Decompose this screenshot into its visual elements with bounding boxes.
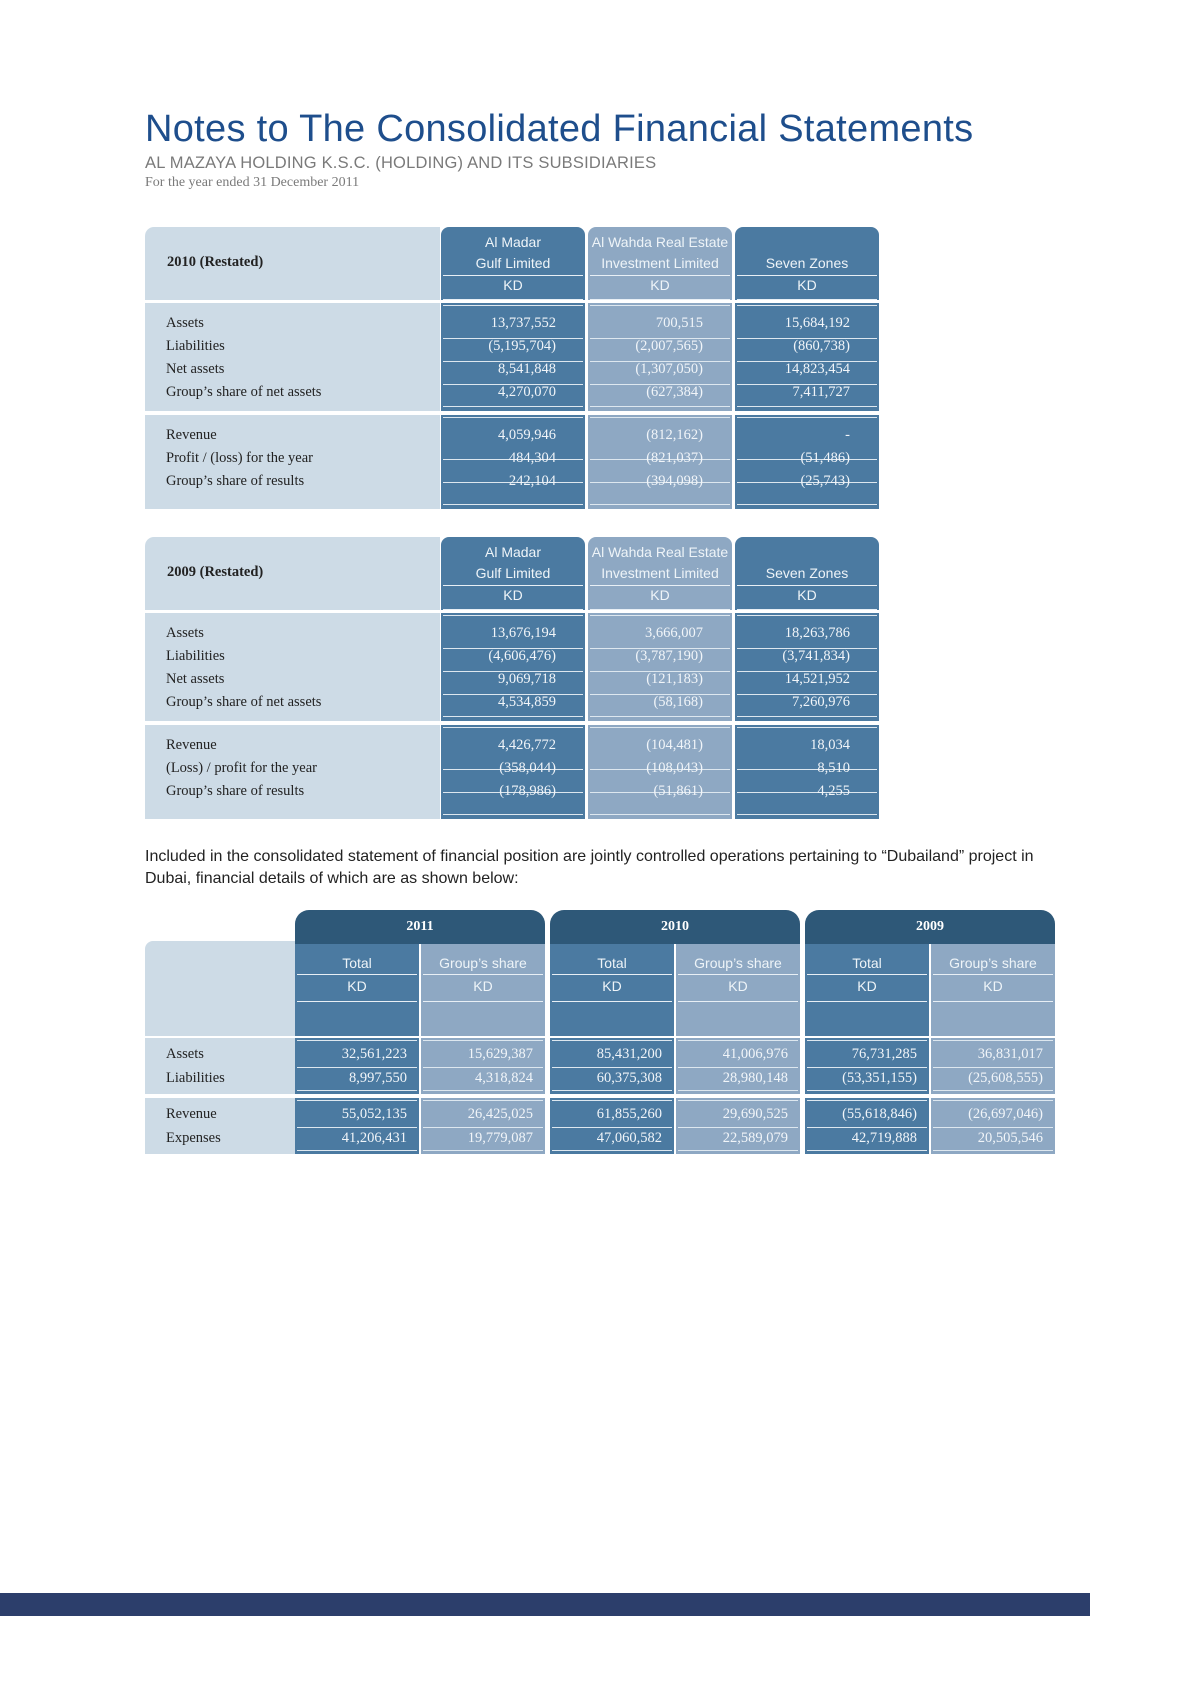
column-header	[441, 227, 585, 300]
value-cell: 3,666,007	[645, 625, 703, 641]
header-rule	[590, 585, 730, 586]
header-rule	[933, 974, 1053, 975]
row-rule	[443, 305, 583, 306]
value-cell: 28,980,148	[722, 1070, 788, 1086]
row-rule	[737, 504, 877, 505]
column-header-line1: Group’s share	[439, 955, 527, 971]
value-cell: (812,162)	[646, 427, 703, 443]
column-header	[676, 944, 800, 1036]
column-header-line2: Investment Limited	[601, 565, 719, 581]
column-header-unit: KD	[347, 978, 367, 994]
value-cell: 22,589,079	[722, 1130, 788, 1146]
row-rule	[590, 504, 730, 505]
value-cell: (394,098)	[646, 473, 703, 489]
value-cell: 32,561,223	[341, 1046, 407, 1062]
row-label: Group’s share of results	[166, 473, 305, 489]
column-header	[735, 227, 879, 300]
value-cell: 8,510	[817, 760, 850, 776]
column-header-unit: KD	[503, 587, 523, 603]
header-rule	[737, 585, 877, 586]
value-cell: -	[845, 427, 850, 443]
row-label: (Loss) / profit for the year	[166, 760, 317, 776]
row-rule	[443, 417, 583, 418]
value-column-panel	[676, 1098, 800, 1154]
value-cell: (26,697,046)	[968, 1106, 1043, 1122]
value-cell: 29,690,525	[722, 1106, 788, 1122]
value-column-panel	[441, 613, 585, 721]
row-rule	[552, 1090, 672, 1091]
column-header-line2: Gulf Limited	[475, 255, 551, 271]
value-column-panel	[588, 613, 732, 721]
row-rule	[737, 615, 877, 616]
value-cell: (627,384)	[646, 384, 703, 400]
value-cell: (5,195,704)	[488, 338, 556, 354]
value-cell: 4,534,859	[498, 694, 556, 710]
value-column-panel	[735, 303, 879, 411]
column-header-unit: KD	[650, 587, 670, 603]
column-header	[295, 944, 419, 1036]
row-rule	[933, 1067, 1053, 1068]
row-rule	[737, 792, 877, 793]
row-rule	[933, 1100, 1053, 1101]
row-rule	[737, 406, 877, 407]
value-column-panel	[295, 1098, 419, 1154]
row-rule	[737, 305, 877, 306]
value-cell: (25,743)	[800, 473, 850, 489]
column-header-line1: Al Wahda Real Estate	[591, 234, 729, 250]
company-name: AL MAZAYA HOLDING K.S.C. (HOLDING) AND ITS SUBSIDIARIES	[145, 154, 657, 172]
row-rule	[552, 1040, 672, 1041]
value-cell: (51,486)	[800, 450, 850, 466]
year-header: 2010	[550, 910, 800, 944]
header-rule	[590, 275, 730, 276]
value-column-panel	[550, 1098, 674, 1154]
value-column-panel	[550, 1038, 674, 1094]
value-column-panel	[805, 1038, 929, 1094]
row-label: Liabilities	[166, 1070, 225, 1086]
row-rule	[443, 406, 583, 407]
column-header-unit: KD	[797, 587, 817, 603]
header-rule	[443, 299, 583, 300]
row-rule	[552, 1127, 672, 1128]
column-header-line1: Total	[597, 955, 627, 971]
header-rule	[737, 299, 877, 300]
row-rule	[443, 504, 583, 505]
value-cell: (358,044)	[499, 760, 556, 776]
value-cell: 13,737,552	[490, 315, 556, 331]
year-header: 2011	[295, 910, 545, 944]
header-label-cell	[145, 227, 440, 300]
row-rule	[933, 1127, 1053, 1128]
value-column-panel	[421, 1098, 545, 1154]
row-rule	[423, 1100, 543, 1101]
value-cell: 47,060,582	[596, 1130, 662, 1146]
value-cell: 20,505,546	[977, 1130, 1043, 1146]
row-rule	[443, 716, 583, 717]
row-rule	[678, 1100, 798, 1101]
row-rule	[590, 814, 730, 815]
row-label: Expenses	[166, 1130, 221, 1146]
column-header	[735, 537, 879, 610]
header-rule	[443, 585, 583, 586]
column-header-unit: KD	[857, 978, 877, 994]
value-cell: 61,855,260	[596, 1106, 662, 1122]
header-rule	[590, 299, 730, 300]
header-rule	[807, 1001, 927, 1002]
column-header-unit: KD	[473, 978, 493, 994]
column-header-line1: Group’s share	[694, 955, 782, 971]
header-rule	[443, 609, 583, 610]
value-column-panel	[735, 725, 879, 819]
value-column-panel	[588, 415, 732, 509]
row-rule	[807, 1040, 927, 1041]
row-rule	[443, 814, 583, 815]
value-column-panel	[295, 1038, 419, 1094]
column-header	[931, 944, 1055, 1036]
row-rule	[590, 417, 730, 418]
value-cell: (58,168)	[653, 694, 703, 710]
value-cell: 60,375,308	[596, 1070, 662, 1086]
row-rule	[590, 615, 730, 616]
row-label: Group’s share of results	[166, 783, 305, 799]
row-rule	[423, 1150, 543, 1151]
row-rule	[807, 1150, 927, 1151]
value-cell: 4,318,824	[475, 1070, 533, 1086]
column-header	[588, 537, 732, 610]
value-cell: 15,684,192	[784, 315, 850, 331]
dubailand-paragraph: Included in the consolidated statement of financial position are jointly controlled operations pertaining to “Dubailand” project in Dubai, financial details of which are as shown below:	[145, 848, 1034, 887]
row-rule	[678, 1040, 798, 1041]
value-cell: 36,831,017	[977, 1046, 1043, 1062]
row-rule	[552, 1067, 672, 1068]
year-header: 2009	[805, 910, 1055, 944]
value-cell: (860,738)	[793, 338, 850, 354]
row-rule	[807, 1067, 927, 1068]
column-header-line1: Group’s share	[949, 955, 1037, 971]
row-rule	[423, 1067, 543, 1068]
header-rule	[297, 974, 417, 975]
value-cell: 19,779,087	[467, 1130, 533, 1146]
value-column-panel	[735, 613, 879, 721]
value-cell: 76,731,285	[851, 1046, 917, 1062]
value-cell: (121,183)	[646, 671, 703, 687]
column-header-unit: KD	[728, 978, 748, 994]
row-label: Revenue	[166, 1106, 217, 1122]
header-rule	[552, 974, 672, 975]
row-label: Revenue	[166, 427, 217, 443]
row-rule	[297, 1127, 417, 1128]
row-rule	[423, 1090, 543, 1091]
column-header	[588, 227, 732, 300]
value-cell: (104,481)	[646, 737, 703, 753]
value-cell: 484,304	[508, 450, 556, 466]
header-rule	[678, 974, 798, 975]
row-rule	[737, 417, 877, 418]
row-label: Group’s share of net assets	[166, 694, 322, 710]
header-rule	[807, 974, 927, 975]
row-rule	[590, 727, 730, 728]
header-rule	[737, 275, 877, 276]
value-cell: 4,426,772	[498, 737, 556, 753]
row-rule	[590, 305, 730, 306]
row-rule	[807, 1090, 927, 1091]
row-rule	[552, 1150, 672, 1151]
value-cell: 42,719,888	[851, 1130, 917, 1146]
row-rule	[423, 1040, 543, 1041]
value-cell: 4,255	[817, 783, 850, 799]
row-rule	[297, 1100, 417, 1101]
column-header-line1: Al Wahda Real Estate	[591, 544, 729, 560]
value-cell: 13,676,194	[490, 625, 556, 641]
column-header	[421, 944, 545, 1036]
column-header-line2: Seven Zones	[765, 255, 849, 271]
value-cell: (51,861)	[653, 783, 703, 799]
row-rule	[297, 1067, 417, 1068]
row-rule	[933, 1090, 1053, 1091]
value-cell: 85,431,200	[596, 1046, 662, 1062]
header-rule	[423, 974, 543, 975]
value-cell: 7,411,727	[792, 384, 850, 400]
value-cell: 14,823,454	[784, 361, 850, 377]
row-label: Net assets	[166, 671, 225, 687]
row-rule	[933, 1150, 1053, 1151]
header-rule	[443, 275, 583, 276]
table-dubailand	[145, 910, 1051, 1146]
value-cell: 4,270,070	[498, 384, 556, 400]
value-column-panel	[931, 1098, 1055, 1154]
value-cell: 242,104	[508, 473, 556, 489]
row-rule	[737, 814, 877, 815]
value-column-panel	[931, 1038, 1055, 1094]
value-column-panel	[421, 1038, 545, 1094]
value-cell: 26,425,025	[467, 1106, 533, 1122]
header-rule	[933, 1001, 1053, 1002]
column-header-line2: Investment Limited	[601, 255, 719, 271]
value-cell: (1,307,050)	[635, 361, 703, 377]
row-rule	[297, 1090, 417, 1091]
value-cell: 18,263,786	[784, 625, 850, 641]
row-rule	[590, 716, 730, 717]
row-label: Revenue	[166, 737, 217, 753]
section-label: 2010 (Restated)	[167, 254, 264, 270]
column-header-line1: Total	[852, 955, 882, 971]
column-header-unit: KD	[503, 277, 523, 293]
header-rule	[297, 1001, 417, 1002]
header-rule	[737, 609, 877, 610]
section-label: 2009 (Restated)	[167, 564, 264, 580]
value-cell: 4,059,946	[498, 427, 556, 443]
value-column-panel	[441, 415, 585, 509]
table-2010	[145, 227, 879, 509]
header-label-cell	[145, 537, 440, 610]
header-rule	[552, 1001, 672, 1002]
value-cell: (53,351,155)	[842, 1070, 917, 1086]
row-rule	[297, 1040, 417, 1041]
footer-bar	[0, 1593, 1090, 1616]
value-cell: (4,606,476)	[488, 648, 556, 664]
header-rule	[590, 609, 730, 610]
row-rule	[807, 1127, 927, 1128]
row-label: Assets	[166, 1046, 204, 1062]
value-column-panel	[805, 1098, 929, 1154]
value-column-panel	[588, 303, 732, 411]
row-rule	[297, 1150, 417, 1151]
column-header	[550, 944, 674, 1036]
row-label: Assets	[166, 625, 204, 641]
row-rule	[807, 1100, 927, 1101]
value-cell: (2,007,565)	[635, 338, 703, 354]
row-rule	[737, 727, 877, 728]
value-column-panel	[441, 725, 585, 819]
row-rule	[678, 1090, 798, 1091]
value-cell: (3,787,190)	[635, 648, 703, 664]
value-cell: 8,541,848	[498, 361, 556, 377]
column-header-line1: Total	[342, 955, 372, 971]
row-rule	[443, 615, 583, 616]
header-rule	[678, 1001, 798, 1002]
row-rule	[678, 1127, 798, 1128]
column-header-unit: KD	[797, 277, 817, 293]
row-rule	[737, 716, 877, 717]
header-rule	[423, 1001, 543, 1002]
value-cell: 9,069,718	[498, 671, 556, 687]
column-header-line1: Al Madar	[484, 234, 542, 250]
value-column-panel	[588, 725, 732, 819]
column-header	[441, 537, 585, 610]
value-cell: 18,034	[810, 737, 850, 753]
value-cell: (108,043)	[646, 760, 703, 776]
column-header-line1: Al Madar	[484, 544, 542, 560]
row-rule	[678, 1067, 798, 1068]
value-cell: 700,515	[655, 315, 703, 331]
column-header-unit: KD	[602, 978, 622, 994]
row-label: Liabilities	[166, 648, 225, 664]
column-header	[805, 944, 929, 1036]
value-cell: 8,997,550	[349, 1070, 407, 1086]
row-rule	[443, 727, 583, 728]
row-rule	[737, 769, 877, 770]
column-header-unit: KD	[983, 978, 1003, 994]
row-rule	[423, 1127, 543, 1128]
row-label: Group’s share of net assets	[166, 384, 322, 400]
row-label: Liabilities	[166, 338, 225, 354]
row-rule	[933, 1040, 1053, 1041]
page-title: Notes to The Consolidated Financial Statements	[145, 108, 974, 150]
table-2009	[145, 537, 879, 819]
value-column-panel	[676, 1038, 800, 1094]
value-cell: 55,052,135	[341, 1106, 407, 1122]
value-cell: 15,629,387	[467, 1046, 533, 1062]
header-label-cell	[145, 941, 295, 1036]
value-cell: 41,006,976	[722, 1046, 788, 1062]
row-label: Net assets	[166, 361, 225, 377]
row-rule	[678, 1150, 798, 1151]
period: For the year ended 31 December 2011	[145, 175, 360, 190]
row-label: Profit / (loss) for the year	[166, 450, 313, 466]
value-column-panel	[441, 303, 585, 411]
value-cell: (55,618,846)	[842, 1106, 917, 1122]
row-rule	[590, 406, 730, 407]
value-cell: (178,986)	[499, 783, 556, 799]
row-rule	[552, 1100, 672, 1101]
row-label: Assets	[166, 315, 204, 331]
value-cell: 14,521,952	[784, 671, 850, 687]
value-column-panel	[735, 415, 879, 509]
column-header-line2: Seven Zones	[765, 565, 849, 581]
value-cell: 41,206,431	[341, 1130, 407, 1146]
value-cell: 7,260,976	[792, 694, 850, 710]
value-cell: (25,608,555)	[968, 1070, 1043, 1086]
value-cell: (3,741,834)	[782, 648, 850, 664]
column-header-line2: Gulf Limited	[475, 565, 551, 581]
value-cell: (821,037)	[646, 450, 703, 466]
column-header-unit: KD	[650, 277, 670, 293]
